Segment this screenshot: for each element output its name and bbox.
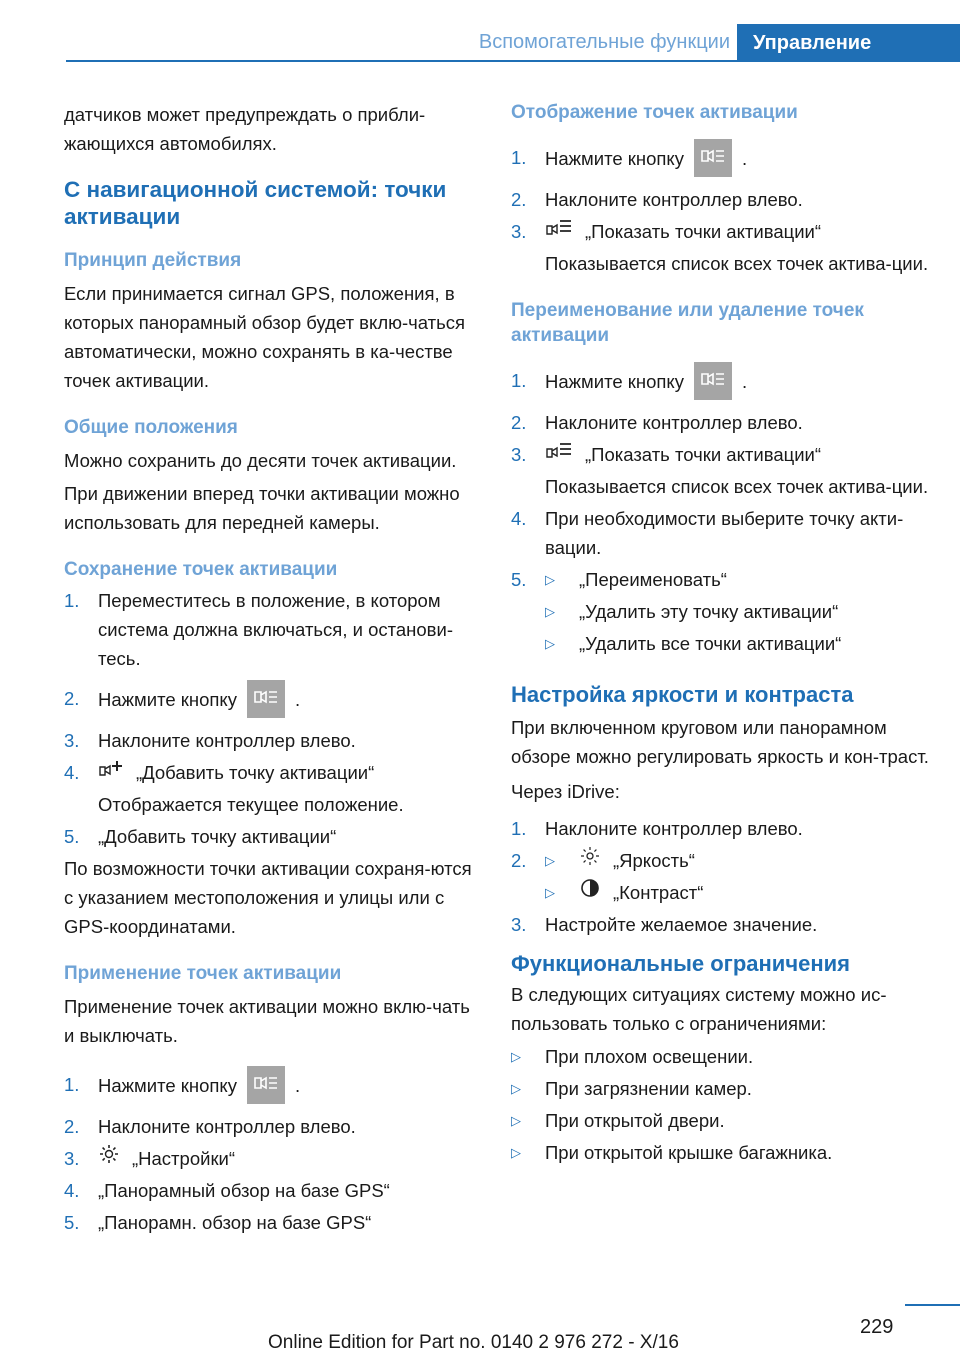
step-text: „Контраст“ bbox=[613, 882, 704, 904]
list-item bbox=[511, 504, 931, 562]
camera-button-icon bbox=[694, 362, 732, 400]
period: . bbox=[741, 370, 748, 392]
bullet-icon: ▷ bbox=[511, 1145, 521, 1161]
step-number: 1. bbox=[511, 147, 527, 168]
step-number: 5. bbox=[511, 569, 527, 590]
step-number: 3. bbox=[64, 730, 80, 751]
camera-button-icon bbox=[247, 1066, 285, 1104]
show-list-icon bbox=[545, 217, 573, 246]
heading-general: Общие положения bbox=[64, 417, 238, 438]
step-text: Наклоните контроллер влево. bbox=[545, 818, 803, 839]
list-item bbox=[511, 408, 931, 437]
step-text: Наклоните контроллер влево. bbox=[545, 412, 803, 433]
list-item bbox=[511, 1106, 931, 1135]
step-text: Переместитесь в положение, в котором система должна включаться, и останови-тесь. bbox=[98, 590, 453, 669]
list-item bbox=[511, 217, 931, 246]
period: . bbox=[294, 1074, 301, 1096]
list-item bbox=[545, 629, 931, 658]
list-item bbox=[511, 366, 931, 400]
list-item bbox=[545, 597, 931, 626]
list-item bbox=[511, 1074, 931, 1103]
step-text: Настройте желаемое значение. bbox=[545, 914, 818, 936]
header-current-tab: Управление bbox=[737, 24, 960, 62]
list-item bbox=[511, 565, 931, 594]
bullet-icon: ▷ bbox=[545, 636, 555, 651]
step-number: 2. bbox=[64, 688, 80, 709]
left-column bbox=[64, 100, 479, 1240]
list-item bbox=[64, 822, 479, 851]
step-text: „Удалить все точки активации“ bbox=[579, 633, 842, 654]
step-text: „Панорамн. обзор на базе GPS“ bbox=[98, 1212, 372, 1234]
list-item bbox=[511, 185, 931, 214]
list-item bbox=[64, 1070, 479, 1104]
page-number: 229 bbox=[860, 1316, 894, 1338]
step-number: 4. bbox=[511, 508, 527, 529]
limits-text: В следующих ситуациях систему можно ис-пользовать только с ограничениями: bbox=[511, 984, 887, 1035]
period: . bbox=[741, 147, 748, 169]
step-text: „Показать точки активации“ bbox=[585, 221, 822, 242]
step-number: 3. bbox=[511, 221, 527, 242]
intro-text: датчиков может предупреждать о прибли- жающихся автомобилях. bbox=[64, 104, 426, 154]
step-number: 3. bbox=[511, 914, 527, 936]
step-text: „Показать точки активации“ bbox=[585, 444, 822, 465]
list-item bbox=[511, 1042, 931, 1071]
step-text: Нажмите кнопку bbox=[98, 688, 237, 710]
bullet-icon: ▷ bbox=[545, 853, 555, 868]
brightness-text: При включенном круговом или панорамном обзоре можно регулировать яркость и кон-траст. bbox=[511, 717, 929, 767]
gear-icon bbox=[98, 1143, 120, 1173]
step-note: Отображается текущее положение. bbox=[98, 794, 404, 815]
save-note: По возможности точки активации сохраня-ются с указанием местоположения и улицы или с GPS-координатами. bbox=[64, 858, 472, 937]
period: . bbox=[294, 688, 301, 710]
contrast-icon bbox=[579, 877, 601, 907]
step-number: 4. bbox=[64, 1180, 80, 1202]
heading-principle: Принцип действия bbox=[64, 250, 242, 271]
step-text: Наклоните контроллер влево. bbox=[545, 189, 803, 210]
list-item bbox=[64, 1144, 479, 1173]
list-item bbox=[511, 440, 931, 469]
heading-brightness: Настройка яркости и контраста bbox=[511, 682, 854, 707]
apply-text: Применение точек активации можно вклю-чать и выключать. bbox=[64, 996, 470, 1046]
heading-save: Сохранение точек активации bbox=[64, 559, 338, 580]
step-text: Наклоните контроллер влево. bbox=[98, 730, 356, 751]
bullet-icon: ▷ bbox=[511, 1049, 521, 1065]
step-text: „Удалить эту точку активации“ bbox=[579, 601, 839, 622]
step-text: Нажмите кнопку bbox=[545, 147, 684, 169]
step-number: 2. bbox=[511, 850, 527, 871]
step-note: Показывается список всех точек актива-ции. bbox=[545, 476, 929, 497]
step-number: 2. bbox=[511, 189, 527, 210]
bullet-icon: ▷ bbox=[545, 604, 555, 619]
limit-text: При плохом освещении. bbox=[545, 1046, 754, 1068]
list-item bbox=[64, 1112, 479, 1141]
list-item bbox=[511, 1138, 931, 1167]
step-text: „Добавить точку активации“ bbox=[136, 762, 375, 783]
step-text: При необходимости выберите точку акти-вации. bbox=[545, 508, 904, 558]
bullet-icon: ▷ bbox=[545, 885, 555, 901]
list-item bbox=[64, 586, 479, 673]
list-item bbox=[511, 143, 931, 177]
limit-text: При открытой крышке багажника. bbox=[545, 1142, 833, 1164]
via-idrive: Через iDrive: bbox=[511, 781, 620, 802]
list-item bbox=[64, 684, 479, 718]
step-text: Наклоните контроллер влево. bbox=[98, 1116, 356, 1137]
heading-apply: Применение точек активации bbox=[64, 963, 342, 984]
right-column bbox=[511, 100, 931, 1170]
list-item bbox=[64, 1176, 479, 1205]
section-title: С навигационной системой: точки активации bbox=[64, 177, 447, 229]
step-text: „Панорамный обзор на базе GPS“ bbox=[98, 1180, 390, 1202]
footer-edition: Online Edition for Part no. 0140 2 976 272 - X/16 bbox=[268, 1332, 679, 1353]
step-text: Нажмите кнопку bbox=[98, 1074, 237, 1096]
general-text-1: Можно сохранить до десяти точек активации. bbox=[64, 450, 457, 471]
show-list-icon bbox=[545, 440, 573, 469]
camera-button-icon bbox=[247, 680, 285, 718]
footer-rule bbox=[905, 1304, 960, 1306]
step-note: Показывается список всех точек актива-ции. bbox=[545, 253, 929, 274]
step-text: „Настройки“ bbox=[132, 1148, 236, 1169]
bullet-icon: ▷ bbox=[545, 572, 555, 587]
step-number: 1. bbox=[511, 370, 527, 391]
camera-button-icon bbox=[694, 139, 732, 177]
header-rule bbox=[66, 60, 960, 62]
step-number: 5. bbox=[64, 1212, 80, 1234]
list-item bbox=[511, 846, 931, 875]
step-number: 3. bbox=[64, 1148, 80, 1169]
brightness-icon bbox=[579, 845, 601, 875]
step-text: „Переименовать“ bbox=[579, 569, 727, 590]
heading-display: Отображение точек активации bbox=[511, 102, 798, 123]
step-number: 5. bbox=[64, 826, 80, 847]
step-text: „Добавить точку активации“ bbox=[98, 826, 337, 847]
general-text-2: При движении вперед точки активации можно использовать для передней камеры. bbox=[64, 483, 460, 533]
step-number: 2. bbox=[64, 1116, 80, 1137]
list-item bbox=[511, 910, 931, 939]
step-number: 3. bbox=[511, 444, 527, 465]
bullet-icon: ▷ bbox=[511, 1113, 521, 1129]
header-section-label: Вспомогательные функции bbox=[478, 31, 730, 53]
step-text: Нажмите кнопку bbox=[545, 370, 684, 392]
add-activation-point-icon bbox=[98, 758, 124, 787]
step-number: 2. bbox=[511, 412, 527, 433]
step-number: 4. bbox=[64, 762, 80, 783]
list-item bbox=[64, 1208, 479, 1237]
principle-text: Если принимается сигнал GPS, положения, в которых панорамный обзор будет вклю-чаться автоматически, можно сохранять в ка-честве точек активации. bbox=[64, 283, 466, 391]
heading-rename: Переименование или удаление точек активации bbox=[511, 300, 864, 346]
list-item bbox=[511, 814, 931, 843]
step-text: „Яркость“ bbox=[613, 850, 695, 871]
step-number: 1. bbox=[64, 590, 80, 611]
limit-text: При загрязнении камер. bbox=[545, 1078, 752, 1100]
list-item bbox=[64, 758, 479, 787]
step-number: 1. bbox=[511, 818, 527, 839]
step-number: 1. bbox=[64, 1074, 80, 1095]
bullet-icon: ▷ bbox=[511, 1081, 521, 1097]
list-item bbox=[545, 878, 931, 907]
heading-limits: Функциональные ограничения bbox=[511, 951, 850, 977]
list-item bbox=[64, 726, 479, 755]
limit-text: При открытой двери. bbox=[545, 1110, 725, 1132]
